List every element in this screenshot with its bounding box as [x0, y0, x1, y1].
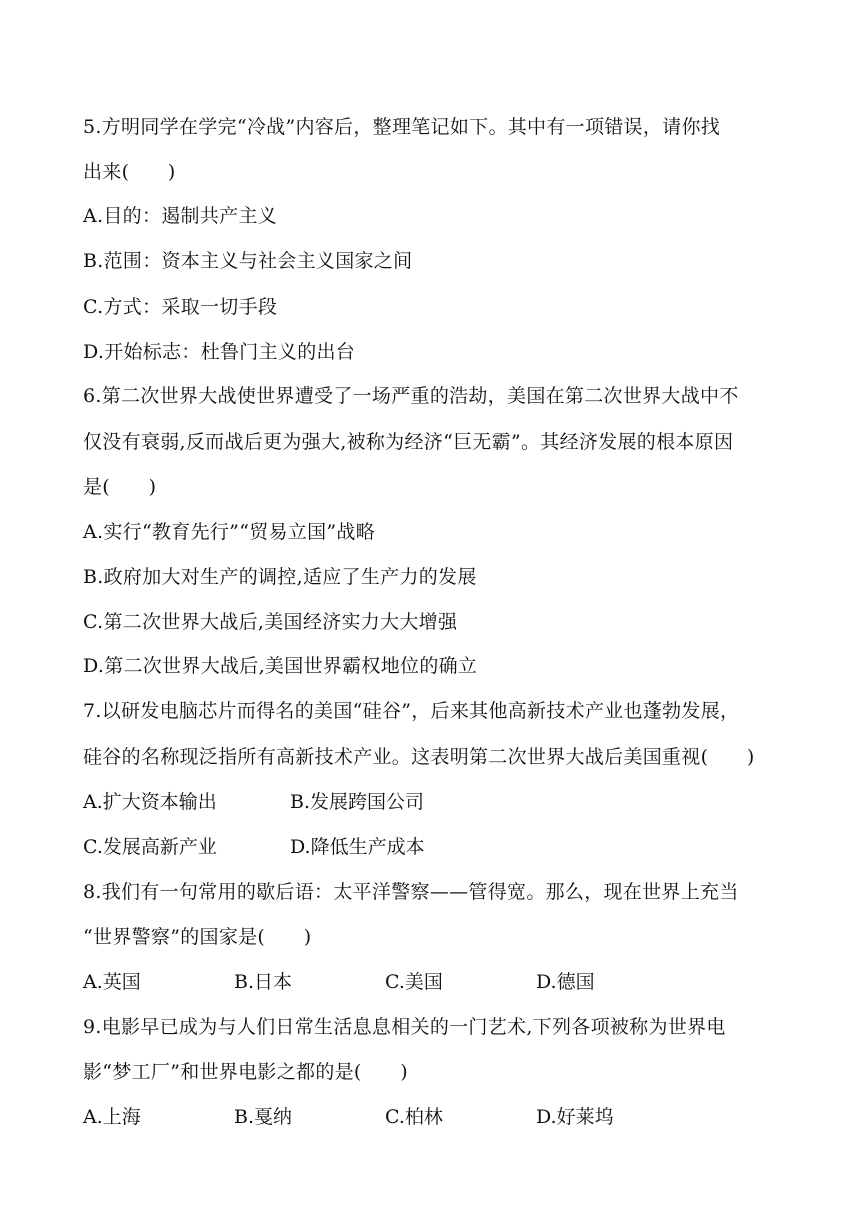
question-5-option-c: C.方式：采取一切手段 [83, 296, 278, 318]
question-6-option-c: C.第二次世界大战后,美国经济实力大大增强 [83, 611, 458, 633]
question-9-option-c: C.柏林 [385, 1106, 443, 1128]
question-7-stem-line-2: 硅谷的名称现泛指所有高新技术产业。这表明第二次世界大战后美国重视( ) [83, 746, 755, 768]
question-8-option-c: C.美国 [385, 971, 443, 993]
question-9-stem-line-1: 9.电影早已成为与人们日常生活息息相关的一门艺术,下列各项被称为世界电 [83, 1016, 726, 1038]
question-8-stem-line-1: 8.我们有一句常用的歇后语：太平洋警察——管得宽。那么，现在世界上充当 [83, 881, 739, 903]
question-8-options-row [83, 970, 783, 994]
question-7-options-row-1 [83, 790, 783, 814]
question-6-stem-line-1: 6.第二次世界大战使世界遭受了一场严重的浩劫，美国在第二次世界大战中不 [83, 385, 739, 407]
question-6-option-a: A.实行“教育先行”“贸易立国”战略 [83, 521, 376, 543]
question-8-option-a: A.英国 [83, 971, 141, 993]
question-6-stem-line-3: 是( ) [83, 476, 157, 498]
question-8-option-d: D.德国 [536, 971, 595, 993]
question-9-option-d: D.好莱坞 [536, 1106, 614, 1128]
question-6-stem-line-2: 仅没有衰弱,反而战后更为强大,被称为经济“巨无霸”。其经济发展的根本原因 [83, 431, 734, 453]
question-6-option-d: D.第二次世界大战后,美国世界霸权地位的确立 [83, 655, 478, 677]
question-8-option-b: B.日本 [234, 971, 293, 993]
question-9-option-a: A.上海 [83, 1106, 141, 1128]
question-7-option-c: C.发展高新产业 [83, 836, 217, 858]
question-8-stem-line-2: “世界警察”的国家是( ) [83, 926, 312, 948]
question-5-option-a: A.目的：遏制共产主义 [83, 205, 278, 227]
question-7-options-row-2 [83, 835, 783, 859]
question-9-options-row [83, 1105, 783, 1129]
question-5-stem-line-2: 出来( ) [83, 161, 176, 183]
question-7-option-d: D.降低生产成本 [290, 836, 425, 858]
question-6-option-b: B.政府加大对生产的调控,适应了生产力的发展 [83, 566, 477, 588]
question-7-stem-line-1: 7.以研发电脑芯片而得名的美国“硅谷”，后来其他高新技术产业也蓬勃发展， [83, 700, 740, 722]
question-9-stem-line-2: 影“梦工厂”和世界电影之都的是( ) [83, 1061, 408, 1083]
question-7-option-b: B.发展跨国公司 [290, 791, 425, 813]
question-5-stem-line-1: 5.方明同学在学完“冷战”内容后，整理笔记如下。其中有一项错误，请你找 [83, 116, 721, 138]
question-5-option-d: D.开始标志：杜鲁门主义的出台 [83, 341, 356, 363]
question-5-option-b: B.范围：资本主义与社会主义国家之间 [83, 250, 413, 272]
question-9-option-b: B.戛纳 [234, 1106, 293, 1128]
question-7-option-a: A.扩大资本输出 [83, 791, 217, 813]
